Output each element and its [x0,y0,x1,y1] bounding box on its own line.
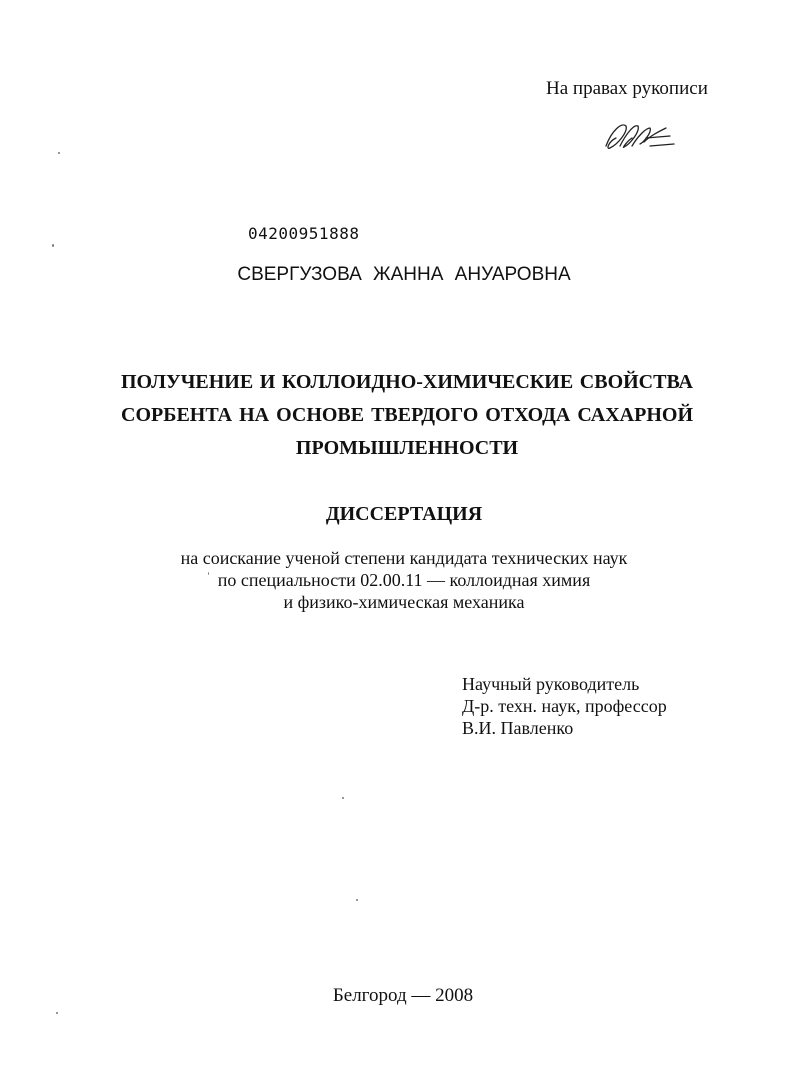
supervisor-degree: Д-р. техн. наук, профессор [462,696,667,716]
scan-speck [342,797,344,799]
handwritten-signature [600,116,680,156]
purpose-line: по специальности 02.00.11 — коллоидная химия [217,570,591,590]
title-line: ПРОМЫШЛЕННОСТИ [295,437,519,459]
document-type: ДИССЕРТАЦИЯ [325,503,483,525]
supervisor-role: Научный руководитель [462,674,640,694]
scan-speck [52,244,54,247]
title-line: СОРБЕНТА НА ОСНОВЕ ТВЕРДОГО ОТХОДА САХАРНОЙ [121,404,693,426]
title-line: ПОЛУЧЕНИЕ И КОЛЛОИДНО-ХИМИЧЕСКИЕ СВОЙСТВА [121,371,693,393]
scan-speck [356,899,358,901]
registry-code: 04200951888 [248,224,360,243]
degree-purpose [0,547,798,613]
author-name: СВЕРГУЗОВА ЖАННА АНУАРОВНА [237,264,571,285]
rights-note: На правах рукописи [546,78,708,99]
dissertation-title [121,366,693,465]
supervisor-name: В.И. Павленко [462,718,574,738]
scan-speck [56,1012,58,1014]
city-year: Белгород — 2008 [332,985,474,1006]
scan-speck [208,572,209,575]
scan-speck [58,152,60,154]
purpose-line: и физико-химическая механика [283,592,525,612]
purpose-line: на соискание ученой степени кандидата технических наук [180,548,628,568]
supervisor-block [462,673,667,739]
